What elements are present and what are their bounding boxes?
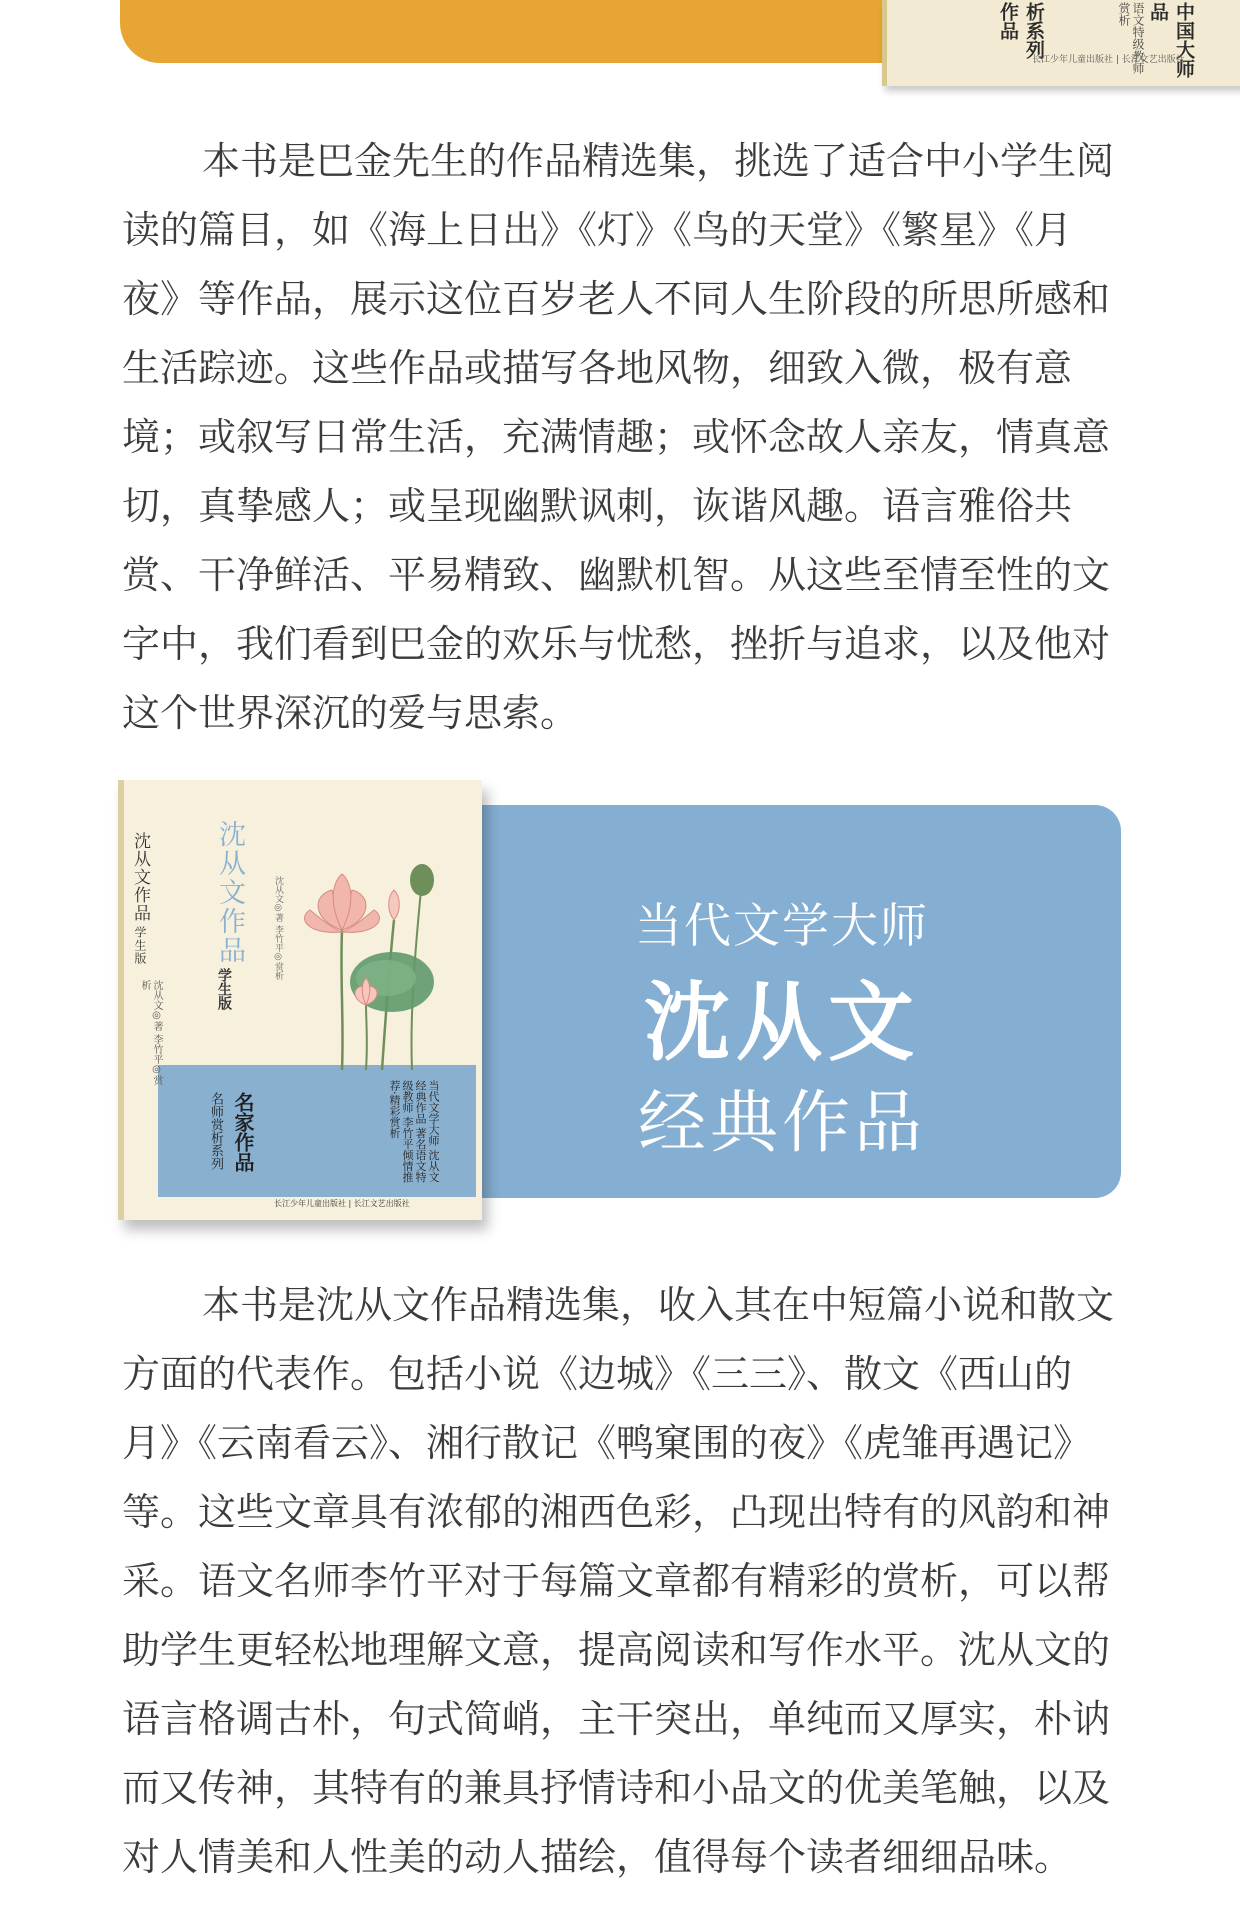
publisher-logos: 长江少年儿童出版社 | 长江文艺出版社 — [274, 1199, 410, 1208]
series-sub: 名师赏析系列 — [208, 1092, 223, 1170]
bajin-book-cover — [882, 0, 1240, 86]
bajin-text: 本书是巴金先生的作品精选集，挑选了适合中小学生阅读的篇目，如《海上日出》《灯》《鸟的天堂》《繁星》《月夜》等作品，展示这位百岁老人不同人生阶段的所思所感和生活踪迹。这些作品或描写各地风物，细致入微，极有意境；或叙写日常生活，充满情趣；或怀念故人亲友，情真意切，真挚感人；或呈现幽默讽刺，诙谐风趣。语言雅俗共赏、干净鲜活、平易精致、幽默机智。从这些至情至性的文字中，我们看到巴金的欢乐与忧愁，挫折与追求，以及他对这个世界深沉的爱与思索。 — [122, 139, 1115, 735]
spine-authors: 沈从文◎著 李竹平◎赏析 — [139, 980, 162, 1086]
banner-panel — [443, 805, 1121, 1198]
banner-subtitle: 当代文学大师 — [635, 899, 929, 954]
shencongwen-book-cover — [118, 780, 482, 1220]
cover-title: 沈从文作品 — [214, 820, 245, 965]
book-text: 中国大师 — [1173, 2, 1195, 78]
book-text: 品 — [1147, 2, 1169, 21]
lotus-illustration — [282, 840, 442, 1070]
bajin-banner — [120, 0, 1195, 90]
shencongwen-banner — [118, 780, 1123, 1235]
spine-title — [128, 832, 153, 965]
banner-caption: 经典作品 — [637, 1084, 926, 1163]
spine-title-text: 沈从文作品 — [130, 832, 150, 922]
series-main: 名家作品 — [231, 1092, 255, 1172]
cover-version: 学生版 — [216, 968, 232, 1010]
cover-description: 当代文学大师 沈从文经典作品 著名语文特级教师 李竹平倾情推荐·精彩赏析 — [388, 1080, 440, 1183]
cover-authors: 沈从文◎著 李竹平◎赏析 — [273, 876, 283, 980]
book-text: 语文特级教师 赏析 — [1117, 2, 1145, 74]
book-text: 作品 — [997, 2, 1019, 40]
book-text: 析系列 — [1023, 2, 1045, 59]
bajin-description — [122, 127, 1122, 748]
publisher-logos: 长江少年儿童出版社 | 长江文艺出版社 — [1032, 55, 1185, 65]
spine-version: 学生版 — [133, 926, 147, 965]
shencongwen-text: 本书是沈从文作品精选集，收入其在中短篇小说和散文方面的代表作。包括小说《边城》《三三》、散文《西山的月》《云南看云》、湘行散记《鸭窠围的夜》《虎雏再遇记》等。这些文章具有浓郁的湘西色彩，凸现出特有的风韵和神采。语文名师李竹平对于每篇文章都有精彩的赏析，可以帮助学生更轻松地理解文意，提高阅读和写作水平。沈从文的语言格调古朴，句式简峭，主干突出，单纯而又厚实，朴讷而又传神，其特有的兼具抒情诗和小品文的优美笔触，以及对人情美和人性美的动人描绘，值得每个读者细细品味。 — [122, 1283, 1115, 1879]
banner-title: 沈从文 — [644, 973, 920, 1073]
shencongwen-description — [122, 1271, 1122, 1892]
